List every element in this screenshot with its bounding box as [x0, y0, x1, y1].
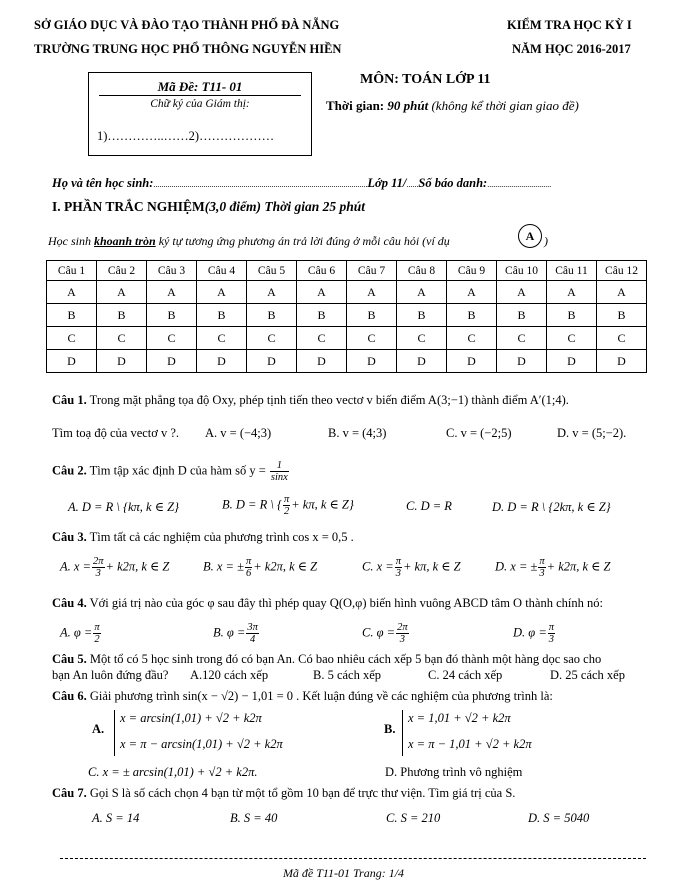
student-id-field[interactable]: ................................	[487, 180, 552, 189]
answer-choice-cell[interactable]: A	[297, 281, 347, 304]
q3-option-d[interactable]	[495, 556, 611, 579]
q6-option-a-label[interactable]: A.	[92, 722, 105, 736]
student-info-line	[52, 176, 551, 191]
answer-choice-cell[interactable]: B	[547, 304, 597, 327]
answer-choice-cell[interactable]: C	[497, 327, 547, 350]
grid-header-cell: Câu 4	[197, 261, 247, 281]
q4-d-fraction	[548, 622, 555, 645]
q3-d-post: + k2π, k ∈ Z	[546, 559, 611, 574]
q1-number: Câu 1.	[52, 393, 87, 407]
answer-choice-cell[interactable]: B	[97, 304, 147, 327]
q5-option-b[interactable]: B. 5 cách xếp	[313, 668, 382, 682]
q6-option-a-line2[interactable]: x = π − arcsin(1,01) + √2 + k2π	[120, 737, 283, 751]
exam-title: KIỂM TRA HỌC KỲ I	[507, 18, 632, 32]
q4-stem: Với giá trị nào của góc φ sau đây thì phép quay Q(O,φ) biến hình vuông ABCD tâm O thành chính nó:	[89, 596, 603, 610]
answer-choice-cell[interactable]: D	[297, 350, 347, 373]
instruction-pre: Học sinh	[48, 234, 94, 248]
answer-choice-cell[interactable]: D	[547, 350, 597, 373]
answer-grid-row	[47, 281, 647, 304]
subject-title: MÔN: TOÁN LỚP 11	[360, 72, 491, 87]
answer-grid-row	[47, 327, 647, 350]
q2-option-d[interactable]: D. D = R \ {2kπ, k ∈ Z}	[492, 500, 611, 514]
signature-label: Chữ ký của Giám thị:	[150, 98, 250, 110]
q5-option-c[interactable]: C. 24 cách xếp	[428, 668, 503, 682]
instruction-line	[48, 234, 450, 249]
q5-stem-line2: bạn An luôn đứng đầu?	[52, 668, 169, 682]
answer-choice-cell[interactable]: A	[597, 281, 647, 304]
answer-choice-cell[interactable]: C	[447, 327, 497, 350]
exam-code: Mã Đề: T11- 01	[157, 79, 243, 94]
grid-header-cell: Câu 2	[97, 261, 147, 281]
q5-option-a[interactable]: A.120 cách xếp	[190, 668, 269, 682]
answer-choice-cell[interactable]: D	[197, 350, 247, 373]
q4-b-fraction	[246, 622, 259, 645]
answer-grid-header	[47, 261, 647, 281]
q4-a-pre: A. φ =	[60, 625, 93, 640]
answer-grid-row	[47, 350, 647, 373]
exam-code-box	[88, 72, 312, 156]
answer-choice-cell[interactable]: D	[397, 350, 447, 373]
answer-choice-cell[interactable]: A	[47, 281, 97, 304]
q4-number: Câu 4.	[52, 596, 87, 610]
grid-header-cell: Câu 6	[297, 261, 347, 281]
answer-choice-cell[interactable]: D	[97, 350, 147, 373]
q4-a-num: π	[94, 622, 100, 633]
answer-choice-cell[interactable]: B	[47, 304, 97, 327]
q3-a-den: 3	[95, 568, 101, 579]
q4-option-a[interactable]	[60, 622, 102, 645]
q4-d-pre: D. φ =	[513, 625, 547, 640]
class-field[interactable]: ......	[406, 180, 419, 189]
q6-option-d[interactable]: D. Phương trình vô nghiệm	[385, 765, 523, 779]
signature-lines: 1)…………..……2)………………	[97, 129, 275, 143]
answer-choice-cell[interactable]: A	[147, 281, 197, 304]
q4-c-den: 3	[399, 634, 405, 645]
answer-choice-cell[interactable]: A	[547, 281, 597, 304]
grid-header-cell: Câu 8	[397, 261, 447, 281]
footer-page-info: Mã đề T11-01 Trang: 1/4	[282, 866, 405, 880]
q6-option-b-line1[interactable]: x = 1,01 + √2 + k2π	[408, 711, 511, 725]
answer-choice-cell[interactable]: B	[197, 304, 247, 327]
q6-number: Câu 6.	[52, 689, 87, 703]
q3-c-post: + kπ, k ∈ Z	[402, 559, 461, 574]
student-name-label: Họ và tên học sinh:	[52, 176, 154, 190]
answer-choice-cell[interactable]: C	[547, 327, 597, 350]
answer-choice-cell[interactable]: C	[347, 327, 397, 350]
q2-number: Câu 2.	[52, 463, 87, 478]
q5-stem-line1: Một tổ có 5 học sinh trong đó có bạn An. Có bao nhiêu cách xếp 5 bạn đó thành một hàng dọc sao cho	[89, 652, 602, 666]
answer-choice-cell[interactable]: D	[347, 350, 397, 373]
answer-choice-cell[interactable]: B	[297, 304, 347, 327]
department-name: SỞ GIÁO DỤC VÀ ĐÀO TẠO THÀNH PHỐ ĐÀ NẴNG	[34, 18, 340, 32]
q4-d-den: 3	[548, 634, 555, 645]
q3-c-pre: C. x =	[362, 559, 394, 574]
grid-header-cell: Câu 3	[147, 261, 197, 281]
q3-text	[52, 530, 354, 545]
q3-b-pre: B. x = ±	[203, 559, 244, 574]
q5-option-d[interactable]: D. 25 cách xếp	[550, 668, 625, 682]
answer-grid-row	[47, 304, 647, 327]
q2-text	[52, 460, 290, 483]
answer-grid	[46, 260, 647, 373]
answer-choice-cell[interactable]: D	[247, 350, 297, 373]
answer-choice-cell[interactable]: C	[297, 327, 347, 350]
q4-c-pre: C. φ =	[362, 625, 396, 640]
q7-stem: Gọi S là số cách chọn 4 bạn từ một tổ gồm 10 bạn để trực thư viện. Tìm giá trị của S.	[89, 786, 516, 800]
footer-divider	[60, 858, 646, 859]
q5-number: Câu 5.	[52, 652, 87, 666]
q4-option-d[interactable]	[513, 622, 556, 645]
q3-stem: Tìm tất cả các nghiệm của phương trình cos x = 0,5 .	[89, 530, 354, 544]
q3-b-post: + k2π, k ∈ Z	[253, 559, 318, 574]
q3-a-num: 2π	[93, 556, 104, 567]
q6-option-a-line1[interactable]: x = arcsin(1,01) + √2 + k2π	[120, 711, 262, 725]
time-note: (không kể thời gian giao đề)	[431, 98, 579, 113]
answer-choice-cell[interactable]: C	[397, 327, 447, 350]
q4-d-num: π	[548, 622, 555, 633]
q3-b-den: 6	[245, 568, 252, 579]
answer-choice-cell[interactable]: A	[347, 281, 397, 304]
q6-option-c[interactable]: C. x = ± arcsin(1,01) + √2 + k2π.	[88, 765, 258, 779]
q3-c-fraction	[395, 556, 402, 579]
answer-choice-cell[interactable]: A	[197, 281, 247, 304]
answer-choice-cell[interactable]: C	[97, 327, 147, 350]
student-id-label: Số báo danh:	[418, 176, 488, 190]
answer-choice-cell[interactable]: D	[447, 350, 497, 373]
q3-a-fraction	[92, 556, 105, 579]
q2-fraction	[270, 460, 289, 483]
q1-option-a[interactable]: A. v = (−4;3)	[205, 426, 272, 440]
class-label: Lớp 11/	[367, 176, 407, 190]
instruction-keyword: khoanh tròn	[94, 234, 156, 248]
q2-frac-num: 1	[270, 460, 289, 472]
q4-c-num: 2π	[397, 622, 408, 633]
q3-d-num: π	[539, 556, 545, 567]
q4-b-num: 3π	[247, 622, 258, 633]
q1-stem: Trong mặt phẳng tọa độ Oxy, phép tịnh tiến theo vectơ v biến điểm A(3;−1) thành điểm A′(1;4).	[89, 393, 569, 407]
answer-choice-cell[interactable]: B	[397, 304, 447, 327]
answer-choice-cell[interactable]: B	[447, 304, 497, 327]
q3-c-den: 3	[395, 568, 401, 579]
answer-choice-cell[interactable]: D	[597, 350, 647, 373]
answer-choice-cell[interactable]: A	[497, 281, 547, 304]
q3-a-pre: A. x =	[60, 559, 91, 574]
q4-b-den: 4	[250, 634, 256, 645]
answer-choice-cell[interactable]: D	[497, 350, 547, 373]
q4-c-fraction	[396, 622, 409, 645]
q5-text	[52, 652, 601, 667]
grid-header-cell: Câu 1	[47, 261, 97, 281]
instruction-close: )	[544, 234, 548, 248]
time-line	[326, 98, 579, 114]
answer-choice-cell[interactable]: C	[597, 327, 647, 350]
grid-header-cell: Câu 7	[347, 261, 397, 281]
answer-choice-cell[interactable]: A	[397, 281, 447, 304]
q1-option-c[interactable]: C. v = (−2;5)	[446, 426, 512, 440]
grid-header-cell: Câu 11	[547, 261, 597, 281]
q4-option-b[interactable]	[213, 622, 260, 645]
grid-header-cell: Câu 10	[497, 261, 547, 281]
answer-choice-cell[interactable]: A	[447, 281, 497, 304]
q4-text	[52, 596, 603, 611]
q2-b-post: + kπ, k ∈ Z}	[291, 497, 354, 512]
q2-b-den: 2	[283, 506, 290, 517]
q3-d-pre: D. x = ±	[495, 559, 538, 574]
instruction-post: ký tự tương ứng phương án trả lời đúng ở mỗi câu hỏi (ví dụ	[155, 234, 450, 248]
answer-choice-cell[interactable]: B	[347, 304, 397, 327]
answer-choice-cell[interactable]: C	[47, 327, 97, 350]
q3-d-fraction	[538, 556, 545, 579]
section-title	[52, 199, 365, 215]
q3-c-num: π	[395, 556, 401, 567]
q2-option-c[interactable]: C. D = R	[406, 499, 452, 513]
q4-option-c[interactable]	[362, 622, 410, 645]
q6-option-b-label[interactable]: B.	[384, 722, 396, 736]
answer-choice-cell[interactable]: C	[247, 327, 297, 350]
q2-b-num: π	[283, 494, 290, 505]
q4-a-den: 2	[94, 634, 100, 645]
section-heading: I. PHẦN TRẮC NGHIỆM	[52, 199, 205, 214]
answer-choice-cell[interactable]: A	[97, 281, 147, 304]
answer-choice-cell[interactable]: B	[247, 304, 297, 327]
grid-header-cell: Câu 12	[597, 261, 647, 281]
section-points: (3,0 điểm) Thời gian 25 phút	[204, 199, 366, 214]
time-value: 90 phút	[387, 98, 429, 113]
q6-b-bracket	[402, 710, 403, 756]
q7-option-b[interactable]: B. S = 40	[230, 811, 278, 825]
code-divider	[99, 95, 301, 96]
answer-choice-cell[interactable]: B	[147, 304, 197, 327]
answer-choice-cell[interactable]: A	[247, 281, 297, 304]
q3-number: Câu 3.	[52, 530, 87, 544]
school-year: NĂM HỌC 2016-2017	[512, 42, 631, 56]
q3-option-b[interactable]	[203, 556, 317, 579]
q2-stem: Tìm tập xác định D của hàm số y =	[89, 463, 266, 478]
answer-choice-cell[interactable]: B	[597, 304, 647, 327]
answer-choice-cell[interactable]: C	[197, 327, 247, 350]
answer-choice-cell[interactable]: D	[147, 350, 197, 373]
q1-ask: Tìm toạ độ của vectơ v ?.	[52, 426, 180, 440]
q7-number: Câu 7.	[52, 786, 87, 800]
q3-d-den: 3	[539, 568, 545, 579]
q7-option-c[interactable]: C. S = 210	[386, 811, 441, 825]
q6-stem: Giải phương trình sin(x − √2) − 1,01 = 0 . Kết luận đúng về các nghiệm của phương trình là:	[89, 689, 553, 703]
answer-choice-cell[interactable]: D	[47, 350, 97, 373]
q4-a-fraction	[93, 622, 100, 645]
answer-grid-body	[47, 281, 647, 373]
q6-option-b-line2[interactable]: x = π − 1,01 + √2 + k2π	[408, 737, 532, 751]
q1-option-d[interactable]: D. v = (5;−2).	[557, 426, 627, 440]
q3-a-post: + k2π, k ∈ Z	[105, 559, 170, 574]
answer-choice-cell[interactable]: C	[147, 327, 197, 350]
example-circle: A	[518, 224, 542, 248]
grid-header-cell: Câu 5	[247, 261, 297, 281]
school-name: TRƯỜNG TRUNG HỌC PHỔ THÔNG NGUYỄN HIỀN	[34, 42, 342, 56]
q2-frac-den: sinx	[270, 472, 288, 483]
q3-b-fraction	[245, 556, 252, 579]
q2-option-a[interactable]: A. D = R \ {kπ, k ∈ Z}	[68, 500, 180, 514]
q7-option-d[interactable]: D. S = 5040	[528, 811, 590, 825]
q3-b-num: π	[245, 556, 252, 567]
q2-option-b[interactable]	[222, 494, 354, 517]
time-label: Thời gian:	[326, 98, 385, 113]
q1-text	[52, 393, 569, 408]
grid-header-cell: Câu 9	[447, 261, 497, 281]
q6-a-bracket	[114, 710, 115, 756]
q2-b-fraction	[283, 494, 290, 517]
q7-text	[52, 786, 515, 801]
q4-b-pre: B. φ =	[213, 625, 246, 640]
q1-option-b[interactable]: B. v = (4;3)	[328, 426, 387, 440]
q3-option-c[interactable]	[362, 556, 461, 579]
student-name-field[interactable]: ...........................................................................................................	[153, 180, 368, 189]
answer-choice-cell[interactable]: B	[497, 304, 547, 327]
q6-text	[52, 689, 553, 704]
q2-b-pre: B. D = R \ {	[222, 497, 282, 512]
q3-option-a[interactable]	[60, 556, 169, 579]
q7-option-a[interactable]: A. S = 14	[92, 811, 140, 825]
